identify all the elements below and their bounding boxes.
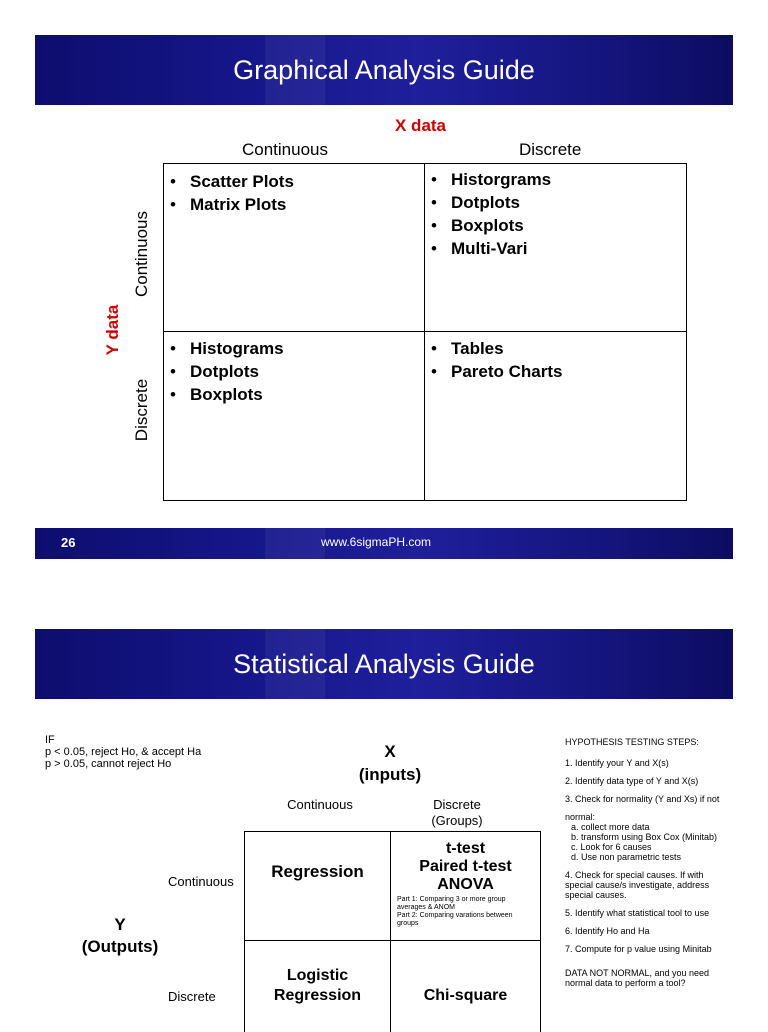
x-data-label: X data [395,116,447,135]
graphical-grid [163,163,687,501]
footer-website: www.6sigmaPH.com [321,535,432,549]
col-discrete-line: (Groups) [431,813,483,828]
cell-ttest [391,840,540,894]
x-sub: (inputs) [358,765,422,784]
anova-note-line: Part 1: Comparing 3 or more group [397,896,506,903]
anova-note-line: groups [397,920,419,927]
slide2-title: Statistical Analysis Guide [233,649,535,679]
cell-disc-cont [164,332,425,500]
y-label: Y [114,915,126,934]
list-item: • Dotplots [164,360,424,383]
list-item: • Historgrams [425,168,686,191]
step-line: 5. Identify what statistical tool to use [565,908,710,918]
y-data-label: Y data [103,304,122,356]
cell-disc-disc [425,332,686,500]
step-line: normal: [565,812,596,822]
step-line: 4. Check for special causes. If with [565,870,704,880]
ttest-line: Paired t-test [419,858,512,875]
hypothesis-steps [565,737,735,988]
ttest-line: t-test [445,840,486,857]
slide1-title: Graphical Analysis Guide [233,55,535,85]
step-line: 2. Identify data type of Y and X(s) [565,776,699,786]
list-item: • Tables [425,337,686,360]
y-outputs-label [70,914,170,958]
y-row-discrete: Discrete [132,378,151,442]
if-rules [45,734,201,770]
step-line: a. collect more data [571,822,650,832]
logistic-line: Logistic [286,967,349,984]
anova-note-line: Part 2: Comparing varations between [397,912,513,919]
anova-note-line: averages & ANOM [397,904,455,911]
cell-cont-disc [425,164,686,332]
step-line: 3. Check for normality (Y and Xs) if not [565,794,720,804]
list-item: • Matrix Plots [164,193,424,216]
list-item: • Scatter Plots [164,170,424,193]
col-continuous: Continuous [287,797,353,812]
list-item: • Histograms [164,337,424,360]
statistical-grid [244,831,541,1032]
step-line: DATA NOT NORMAL, and you need [565,968,710,978]
y-row-continuous: Continuous [132,211,151,298]
step-line: b. transform using Box Cox (Minitab) [571,832,718,842]
row-continuous: Continuous [168,874,234,889]
step-line: 6. Identify Ho and Ha [565,926,650,936]
x-inputs-label [340,740,440,786]
cell-chisquare: Chi-square [423,987,508,1004]
if-line: p < 0.05, reject Ho, & accept Ha [45,746,202,758]
anova-note [397,896,537,928]
step-line: 1. Identify your Y and X(s) [565,758,669,768]
step-line: special causes. [565,890,627,900]
slide1-title-banner [35,35,733,105]
step-line: d. Use non parametric tests [571,852,682,862]
col-discrete-line: Discrete [433,797,481,812]
row-discrete: Discrete [168,989,216,1004]
steps-heading: HYPOTHESIS TESTING STEPS: [565,737,699,747]
list-item: • Dotplots [425,191,686,214]
grid-divider [245,940,540,941]
step-line: special cause/s investigate, address [565,880,710,890]
if-line: p > 0.05, cannot reject Ho [45,758,172,770]
cell-logistic [245,966,390,1006]
y-sub: (Outputs) [81,937,159,956]
logistic-line: Regression [273,987,362,1004]
list-item: • Boxplots [164,383,424,406]
slide1-footer [35,528,733,559]
x-col-continuous: Continuous [242,140,329,159]
x-label: X [384,742,396,761]
step-line: 7. Compute for p value using Minitab [565,944,712,954]
page-number: 26 [61,535,76,550]
list-item: • Boxplots [425,214,686,237]
if-line: IF [45,734,55,746]
list-item: • Pareto Charts [425,360,686,383]
ttest-line: ANOVA [437,876,494,893]
cell-cont-cont [164,164,425,332]
step-line: c. Look for 6 causes [571,842,652,852]
slide2-title-banner [35,629,733,699]
list-item: • Multi-Vari [425,237,686,260]
col-discrete [407,797,507,829]
x-col-discrete: Discrete [519,140,582,159]
step-line: normal data to perform a tool? [565,978,686,988]
cell-regression: Regression [271,862,364,881]
